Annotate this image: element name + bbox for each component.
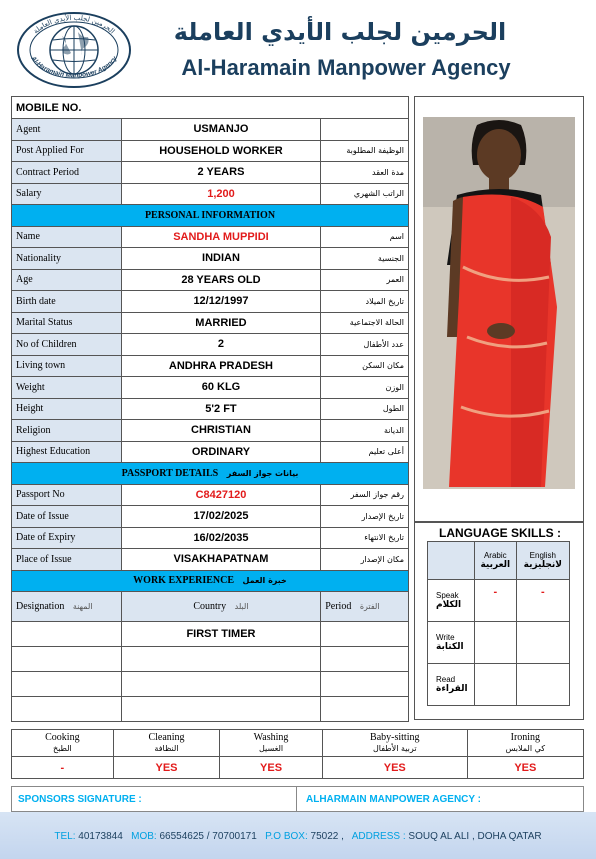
row-label: Religion bbox=[12, 420, 122, 442]
contact-footer bbox=[0, 812, 596, 859]
work-cell bbox=[12, 647, 122, 672]
tel-value: 40173844 bbox=[78, 831, 123, 842]
speak-row-header bbox=[428, 580, 475, 622]
table-row bbox=[12, 441, 409, 463]
table-row bbox=[12, 162, 409, 184]
work-cell bbox=[121, 647, 321, 672]
skill-label-ar: كي الملابس bbox=[505, 744, 546, 753]
mobile-label: MOBILE NO. bbox=[12, 97, 409, 119]
skills-table bbox=[11, 729, 584, 779]
agency-title-ar: الحرمين لجلب الأيدي العاملة bbox=[173, 18, 507, 46]
expiry-date-value: 16/02/2035 bbox=[121, 527, 321, 549]
issue-date-value: 17/02/2025 bbox=[121, 506, 321, 528]
work-cell bbox=[12, 622, 122, 647]
globe-logo-icon bbox=[14, 10, 134, 90]
period-label: Period bbox=[325, 601, 352, 612]
speak-english-value: - bbox=[516, 580, 569, 622]
passport-no-value: C8427120 bbox=[121, 484, 321, 506]
agency-signature-label: ALHARMAIN MANPOWER AGENCY : bbox=[306, 794, 481, 805]
row-label: Passport No bbox=[12, 484, 122, 506]
education-value: ORDINARY bbox=[121, 441, 321, 463]
row-label-ar: مدة العقد bbox=[321, 162, 409, 184]
mob-value: 66554625 / 70700171 bbox=[159, 831, 257, 842]
row-label: Agent bbox=[12, 119, 122, 141]
address-value: SOUQ AL ALI , DOHA QATAR bbox=[408, 831, 542, 842]
language-row bbox=[428, 664, 570, 706]
table-row bbox=[12, 355, 409, 377]
row-label-ar: اسم bbox=[321, 226, 409, 248]
work-cell: FIRST TIMER bbox=[121, 622, 321, 647]
skills-value-row bbox=[12, 757, 584, 779]
english-label: English bbox=[529, 551, 556, 560]
speak-arabic-value: - bbox=[475, 580, 517, 622]
read-label-ar: القراءة bbox=[436, 684, 468, 694]
candidate-photo bbox=[423, 117, 575, 489]
agent-value: USMANJO bbox=[121, 119, 321, 141]
age-value: 28 YEARS OLD bbox=[121, 269, 321, 291]
country-label: Country bbox=[193, 601, 227, 612]
skill-label: Washing bbox=[253, 732, 289, 743]
skill-value: - bbox=[12, 757, 114, 779]
skill-label: Cleaning bbox=[148, 732, 185, 743]
row-label: Nationality bbox=[12, 248, 122, 270]
section-header-row bbox=[12, 205, 409, 227]
address-label: ADDRESS : bbox=[351, 831, 406, 842]
read-label: Read bbox=[436, 675, 456, 684]
mob-label: MOB: bbox=[131, 831, 157, 842]
skill-label: Baby-sitting bbox=[370, 732, 420, 743]
logo-text-ar: الحرمين لجلب الأيدي العاملة bbox=[31, 13, 117, 36]
work-columns-row bbox=[12, 592, 409, 622]
work-cell bbox=[12, 672, 122, 697]
english-col bbox=[516, 542, 569, 580]
skill-value: YES bbox=[467, 757, 583, 779]
work-cell bbox=[321, 672, 409, 697]
row-label-ar: الجنسية bbox=[321, 248, 409, 270]
work-header-ar: خبرة العمل bbox=[242, 576, 287, 586]
language-table bbox=[427, 541, 570, 706]
row-label: Height bbox=[12, 398, 122, 420]
read-arabic-value bbox=[475, 664, 517, 706]
salary-value: 1,200 bbox=[121, 183, 321, 205]
work-row bbox=[12, 622, 409, 647]
designation-label-ar: المهنة bbox=[72, 602, 93, 611]
skill-value: YES bbox=[220, 757, 323, 779]
row-label: Birth date bbox=[12, 291, 122, 313]
weight-value: 60 KLG bbox=[121, 377, 321, 399]
table-row bbox=[12, 312, 409, 334]
row-label: Marital Status bbox=[12, 312, 122, 334]
table-row bbox=[12, 549, 409, 571]
period-col bbox=[321, 592, 409, 622]
row-label-ar: مكان الإصدار bbox=[321, 549, 409, 571]
language-skills-title: LANGUAGE SKILLS : bbox=[439, 526, 561, 540]
skill-value: YES bbox=[322, 757, 467, 779]
page-header bbox=[0, 0, 596, 92]
personal-info-header: PERSONAL INFORMATION bbox=[12, 205, 409, 227]
table-row bbox=[12, 506, 409, 528]
row-label-ar: الحالة الاجتماعية bbox=[321, 312, 409, 334]
language-row bbox=[428, 580, 570, 622]
designation-col bbox=[12, 592, 122, 622]
period-label-ar: الفترة bbox=[359, 602, 380, 611]
table-row bbox=[12, 291, 409, 313]
table-row bbox=[12, 377, 409, 399]
row-label: Place of Issue bbox=[12, 549, 122, 571]
row-label-ar: رقم جواز السفر bbox=[321, 484, 409, 506]
signature-divider bbox=[296, 787, 297, 811]
row-label: Contract Period bbox=[12, 162, 122, 184]
country-col bbox=[121, 592, 321, 622]
skill-label: Ironing bbox=[510, 732, 541, 743]
row-label-ar: تاريخ الإصدار bbox=[321, 506, 409, 528]
skill-value: YES bbox=[113, 757, 220, 779]
skill-label: Cooking bbox=[45, 732, 80, 743]
work-row bbox=[12, 647, 409, 672]
work-cell bbox=[121, 672, 321, 697]
skills-header-row bbox=[12, 730, 584, 757]
table-row bbox=[12, 420, 409, 442]
skill-label-ar: تربية الأطفال bbox=[372, 744, 417, 753]
write-label-ar: الكتابة bbox=[436, 642, 464, 652]
religion-value: CHRISTIAN bbox=[121, 420, 321, 442]
name-value: SANDHA MUPPIDI bbox=[121, 226, 321, 248]
skill-babysitting bbox=[322, 730, 467, 757]
language-corner-cell bbox=[428, 542, 475, 580]
country-label-ar: البلد bbox=[234, 602, 249, 611]
row-label: Salary bbox=[12, 183, 122, 205]
agency-title-en: Al-Haramain Manpower Agency bbox=[181, 55, 511, 80]
row-label-ar: الوظيفة المطلوبة bbox=[321, 140, 409, 162]
table-row bbox=[12, 248, 409, 270]
row-label-ar: مكان السكن bbox=[321, 355, 409, 377]
row-label: Weight bbox=[12, 377, 122, 399]
language-row bbox=[428, 622, 570, 664]
birthdate-value: 12/12/1997 bbox=[121, 291, 321, 313]
marital-value: MARRIED bbox=[121, 312, 321, 334]
row-label: Highest Education bbox=[12, 441, 122, 463]
logo-text-en: Al-Haramain Manpower Agency bbox=[29, 55, 119, 80]
row-label-ar: أعلى تعليم bbox=[321, 441, 409, 463]
table-row bbox=[12, 334, 409, 356]
post-value: HOUSEHOLD WORKER bbox=[121, 140, 321, 162]
cv-table bbox=[11, 96, 409, 722]
passport-header-en: PASSPORT DETAILS bbox=[121, 467, 219, 479]
row-label: Post Applied For bbox=[12, 140, 122, 162]
passport-header bbox=[12, 463, 409, 485]
language-header-row bbox=[428, 542, 570, 580]
designation-label: Designation bbox=[16, 601, 65, 612]
write-label: Write bbox=[436, 633, 455, 642]
skill-label-ar: الغسيل bbox=[258, 744, 284, 753]
row-label-ar: العمر bbox=[321, 269, 409, 291]
row-label: No of Children bbox=[12, 334, 122, 356]
work-experience-header bbox=[12, 570, 409, 592]
row-label-ar: عدد الأطفال bbox=[321, 334, 409, 356]
children-value: 2 bbox=[121, 334, 321, 356]
english-label-ar: لانجليزية bbox=[523, 560, 562, 570]
skill-washing bbox=[220, 730, 323, 757]
row-label: Date of Expiry bbox=[12, 527, 122, 549]
row-label-ar: الراتب الشهري bbox=[321, 183, 409, 205]
work-cell bbox=[121, 697, 321, 722]
row-label-ar bbox=[321, 119, 409, 141]
write-row-header bbox=[428, 622, 475, 664]
language-skills-box bbox=[414, 522, 584, 720]
table-row bbox=[12, 269, 409, 291]
sponsor-signature-label: SPONSORS SIGNATURE : bbox=[18, 794, 142, 805]
speak-label-ar: الكلام bbox=[436, 600, 462, 610]
arabic-label-ar: العربية bbox=[480, 560, 511, 570]
arabic-col bbox=[475, 542, 517, 580]
pobox-label: P.O BOX: bbox=[265, 831, 308, 842]
row-label-ar: الطول bbox=[321, 398, 409, 420]
passport-header-ar: بيانات جواز السفر bbox=[226, 468, 299, 478]
place-of-issue-value: VISAKHAPATNAM bbox=[121, 549, 321, 571]
row-label: Age bbox=[12, 269, 122, 291]
photo-frame bbox=[414, 96, 584, 522]
pobox-value: 75022 , bbox=[310, 831, 344, 842]
table-row bbox=[12, 140, 409, 162]
row-label: Date of Issue bbox=[12, 506, 122, 528]
write-english-value bbox=[516, 622, 569, 664]
row-label-ar: تاريخ الانتهاء bbox=[321, 527, 409, 549]
write-arabic-value bbox=[475, 622, 517, 664]
work-cell bbox=[321, 622, 409, 647]
person-photo-icon bbox=[423, 117, 575, 489]
read-row-header bbox=[428, 664, 475, 706]
work-row bbox=[12, 672, 409, 697]
section-header-row bbox=[12, 570, 409, 592]
row-label-ar: الديانة bbox=[321, 420, 409, 442]
section-header-row bbox=[12, 463, 409, 485]
table-row bbox=[12, 527, 409, 549]
town-value: ANDHRA PRADESH bbox=[121, 355, 321, 377]
row-label: Living town bbox=[12, 355, 122, 377]
height-value: 5'2 FT bbox=[121, 398, 321, 420]
table-row bbox=[12, 484, 409, 506]
skill-cooking bbox=[12, 730, 114, 757]
table-row bbox=[12, 226, 409, 248]
work-row bbox=[12, 697, 409, 722]
work-header-en: WORK EXPERIENCE bbox=[133, 575, 235, 587]
skill-label-ar: النظافة bbox=[154, 744, 179, 753]
read-english-value bbox=[516, 664, 569, 706]
row-label: Name bbox=[12, 226, 122, 248]
work-cell bbox=[12, 697, 122, 722]
table-row bbox=[12, 183, 409, 205]
skill-ironing bbox=[467, 730, 583, 757]
speak-label: Speak bbox=[436, 591, 459, 600]
mobile-row bbox=[12, 97, 409, 119]
arabic-label: Arabic bbox=[483, 551, 507, 560]
tel-label: TEL: bbox=[54, 831, 76, 842]
work-cell bbox=[321, 697, 409, 722]
skill-label-ar: الطبخ bbox=[52, 744, 72, 753]
table-row bbox=[12, 398, 409, 420]
row-label-ar: الوزن bbox=[321, 377, 409, 399]
work-cell bbox=[321, 647, 409, 672]
nationality-value: INDIAN bbox=[121, 248, 321, 270]
signature-bar bbox=[11, 786, 584, 812]
table-row bbox=[12, 119, 409, 141]
skill-cleaning bbox=[113, 730, 220, 757]
contract-value: 2 YEARS bbox=[121, 162, 321, 184]
row-label-ar: تاريخ الميلاد bbox=[321, 291, 409, 313]
